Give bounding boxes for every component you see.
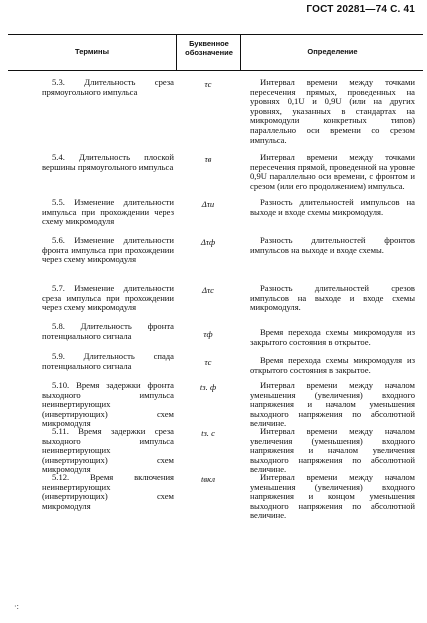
definition-text: Время перехода схемы микромодуля из закрытого состояния в открытое. [250, 327, 415, 347]
table-top-rule [8, 34, 423, 35]
symbol-text: tвкл [200, 474, 216, 484]
definition-text: Интервал времени между точками пересечения прямых, проведенных на уровнях 0,1U и 0,9U (или на других уровнях, указанных в стандартах на микромодули конкретных типов) параллельно оси времени со срезом импульса. [250, 77, 415, 145]
term-text: 5.5. Изменение длительности импульса при прохождении через схему микромодуля [42, 197, 174, 227]
definition-text: Разность длительностей импульсов на выходе и входе схемы микромодуля. [250, 197, 415, 217]
term-text: 5.12. Время включения неинвертирующих (инвертирующих) схем микромодуля [42, 472, 174, 511]
symbol-text: τв [204, 154, 212, 164]
definition-text: Разность длительностей срезов импульсов на выходе и входе схемы микромодуля. [250, 283, 415, 313]
symbol-text: Δτи [201, 199, 215, 209]
definition-text: Интервал времени между началом увеличения (уменьшения) входного напряжения и началом увеличения выходного напряжения по абсолютной величине. [250, 426, 415, 475]
header-divider-1 [176, 34, 177, 70]
term-text: 5.9. Длительность спада потенциального сигнала [42, 351, 174, 371]
symbol-text: Δτс [202, 285, 214, 295]
term-text: 5.11. Время задержки среза выходного импульса неинвертирующих (инвертирующих) схем микромодуля [42, 426, 174, 475]
column-header-symbol: Буквенное обозначение [185, 39, 233, 57]
term-text: 5.6. Изменение длительности фронта импульса при прохождении через схему микромодуля [42, 235, 174, 265]
definition-text: Интервал времени между точками пересечения прямой, проведенной на уровне 0,9U параллельно оси времени, с фронтом и срезом (или его продолжением) импульса. [250, 152, 415, 191]
term-text: 5.8. Длительность фронта потенциального сигнала [42, 321, 174, 341]
symbol-text: τф [203, 329, 213, 339]
symbol-text: τс [204, 79, 212, 89]
header-divider-2 [240, 34, 241, 70]
definition-text: Интервал времени между началом уменьшения (увеличения) входного напряжения и началом уменьшения выходного напряжения по абсолютной величине. [250, 380, 415, 429]
term-text: 5.7. Изменение длительности среза импульса при прохождении через схему микромодуля [42, 283, 174, 313]
definition-text: Разность длительностей фронтов импульсов на выходе и входе схемы. [250, 235, 415, 255]
term-text: 5.4. Длительность плоской вершины прямоугольного импульса [42, 152, 174, 172]
symbol-text: Δτф [200, 237, 216, 247]
column-header-terms: Термины [75, 47, 109, 56]
symbol-text: tз. с [201, 428, 215, 438]
column-header-definition: Определение [307, 47, 358, 56]
term-text: 5.3. Длительность среза прямоугольного импульса [42, 77, 174, 97]
symbol-text: τс [204, 357, 212, 367]
symbol-text: tз. ф [199, 382, 217, 392]
table-header-bottom-rule [8, 70, 423, 71]
term-text: 5.10. Время задержки фронта выходного импульса неинвертирующих (инвертирующих) схем микромодуля [42, 380, 174, 429]
definition-text: Время перехода схемы микромодуля из открытого состояния в закрытое. [250, 355, 415, 375]
page-corner-mark: ·: [14, 602, 19, 611]
definition-text: Интервал времени между началом уменьшения (увеличения) входного напряжения и концом уменьшения выходного напряжения по абсолютной величине. [250, 472, 415, 521]
page-header-standard-ref: ГОСТ 20281—74 С. 41 [306, 4, 415, 15]
